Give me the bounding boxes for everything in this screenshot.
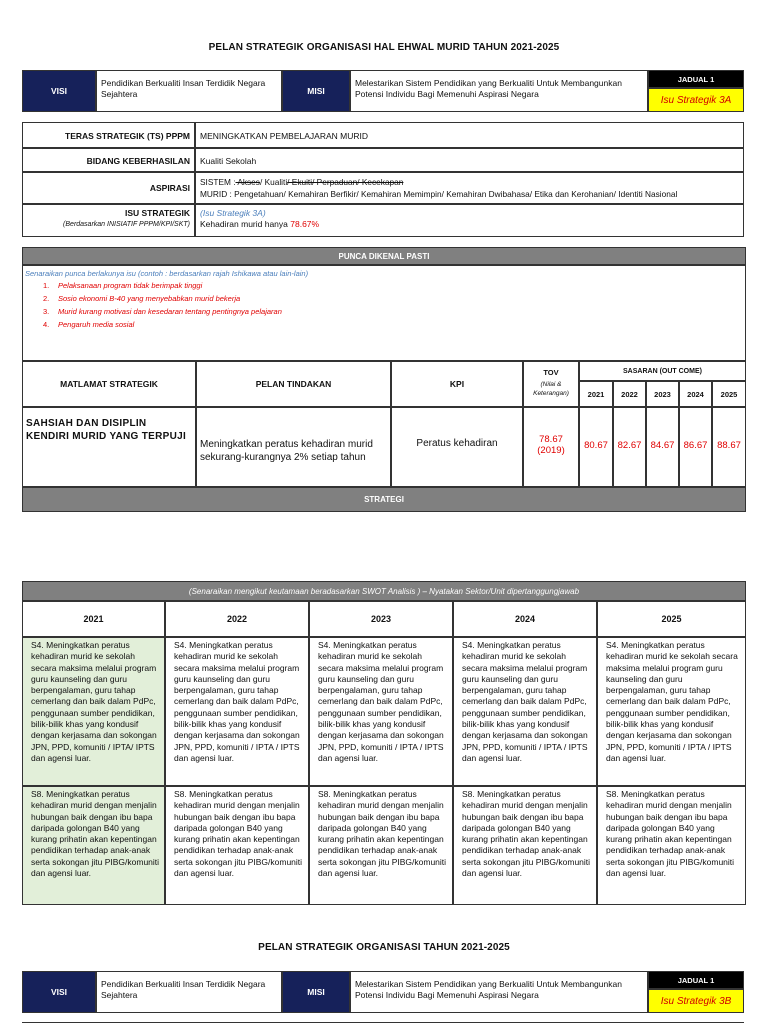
visi-text-2: Pendidikan Berkualiti Insan Terdidik Negara Sejahtera xyxy=(96,971,282,1013)
strategi-header: STRATEGI xyxy=(22,487,746,512)
aspirasi-label: ASPIRASI xyxy=(22,172,195,204)
punca-number: 1. xyxy=(43,281,50,290)
tov-label: TOV xyxy=(543,368,559,377)
section2-title: PELAN STRATEGIK ORGANISASI TAHUN 2021-2025 xyxy=(258,942,510,953)
matlamat-value: SAHSIAH DAN DISIPLIN KENDIRI MURID YANG TERPUJI xyxy=(22,407,196,487)
aspirasi-sistem: SISTEM : Akses/ Kualiti/ Ekuiti/ Perpaduan/ Kecekapan xyxy=(200,177,404,187)
aspirasi-value xyxy=(195,172,744,204)
punca-items xyxy=(25,279,745,331)
strategy-cell-s8: S8. Meningkatkan peratus kehadiran murid dengan menjalin hubungan baik dengan ibu bapa daripada golongan B40 yang kurang prihatin akan kepentingan pendidikan terhadap anak-anak serta sokongan jitu PIBG/komuniti dan agensi luar. xyxy=(309,786,453,905)
strategy-cell-s4: S4. Meningkatkan peratus kehadiran murid ke sekolah secara maksima melalui program guru kaunseling dan guru berpengalaman, guru tahap cemerlang dan baik dalam PdPc, penggunaan sumber pendidikan, bilik-bilik khas yang kondusif dengan kerjasama dan sokongan JPN, PPD, komuniti / IPTA / IPTS dan agensi luar. xyxy=(453,637,597,786)
isu-label-cell xyxy=(22,204,195,237)
punca-item xyxy=(25,292,745,305)
punca-text: Murid kurang motivasi dan kesedaran tentang pentingnya pelajaran xyxy=(58,307,282,316)
punca-number: 2. xyxy=(43,294,50,303)
year-2023: 2023 xyxy=(646,381,679,407)
tov-value xyxy=(523,407,579,487)
page-title: PELAN STRATEGIK ORGANISASI HAL EHWAL MURID TAHUN 2021-2025 xyxy=(208,42,560,53)
strategy-year-header: 2024 xyxy=(453,601,597,637)
strategy-cell-s8: S8. Meningkatkan peratus kehadiran murid dengan menjalin hubungan baik dengan ibu bapa daripada golongan B40 yang kurang prihatin akan kepentingan pendidikan terhadap anak-anak serta sokongan jitu PIBG/komuniti dan agensi luar. xyxy=(165,786,309,905)
punca-text: Pelaksanaan program tidak berimpak tinggi xyxy=(58,281,203,290)
tov-sub: (Nilai & Keterangan) xyxy=(533,381,569,397)
misi-label: MISI xyxy=(282,70,350,112)
year-2021: 2021 xyxy=(579,381,613,407)
strategy-year-header: 2021 xyxy=(22,601,165,637)
punca-header: PUNCA DIKENAL PASTI xyxy=(22,247,746,265)
target-2021: 80.67 xyxy=(579,407,613,487)
teras-label: TERAS STRATEGIK (TS) PPPM xyxy=(22,122,195,148)
misi-text-2: Melestarikan Sistem Pendidikan yang Berkualiti Untuk Membangunkan Potensi Individu Bagi Memenuhi Aspirasi Negara xyxy=(350,971,648,1013)
year-2025: 2025 xyxy=(712,381,746,407)
punca-number: 4. xyxy=(43,320,50,329)
jadual-label: JADUAL 1 xyxy=(648,70,744,88)
matlamat-header: MATLAMAT STRATEGIK xyxy=(22,361,196,407)
visi-misi-row-2 xyxy=(22,971,744,1013)
kpi-value: Peratus kehadiran xyxy=(391,407,523,487)
punca-intro: Senaraikan punca berlakunya isu (contoh : berdasarkan rajah Ishikawa atau lain-lain) xyxy=(25,269,309,278)
isu-strategik-tag-2: Isu Strategik 3B xyxy=(648,989,744,1013)
pelan-value: Meningkatkan peratus kehadiran murid sekurang-kurangnya 2% setiap tahun xyxy=(196,407,391,487)
strategy-table xyxy=(22,581,746,905)
target-2022: 82.67 xyxy=(613,407,646,487)
punca-text: Sosio ekonomi B-40 yang menyebabkan murid bekerja xyxy=(58,294,241,303)
aspirasi-murid: MURID : Pengetahuan/ Kemahiran Berfikir/ Kemahiran Memimpin/ Kemahiran Dwibahasa/ Etika dan Kerohanian/ Identiti Nasional xyxy=(200,189,678,199)
misi-label-2: MISI xyxy=(282,971,350,1013)
isu-strategik-tag: Isu Strategik 3A xyxy=(648,88,744,112)
strategy-header: (Senaraikan mengikut keutamaan beradasarkan SWOT Analisis ) – Nyatakan Sektor/Unit dipertanggungjawab xyxy=(22,581,746,601)
punca-item xyxy=(25,279,745,292)
bidang-label: BIDANG KEBERHASILAN xyxy=(22,148,195,172)
strategy-cell-s8: S8. Meningkatkan peratus kehadiran murid dengan menjalin hubungan baik dengan ibu bapa daripada golongan B40 yang kurang prihatin akan kepentingan pendidikan terhadap anak-anak serta sokongan jitu PIBG/komuniti dan agensi luar. xyxy=(453,786,597,905)
misi-text: Melestarikan Sistem Pendidikan yang Berkualiti Untuk Membangunkan Potensi Individu Bagi Memenuhi Aspirasi Negara xyxy=(350,70,648,112)
isu-value-cell xyxy=(195,204,744,237)
sasaran-header: SASARAN (OUT COME) xyxy=(579,361,746,381)
tov-year: (2019) xyxy=(537,445,565,456)
isu-label: ISU STRATEGIK xyxy=(124,208,190,218)
strategy-cell-s4: S4. Meningkatkan peratus kehadiran murid ke sekolah secara maksima melalui program guru kaunseling dan guru berpengalaman, guru tahap cemerlang dan baik dalam PdPc, penggunaan sumber pendidikan, bilik-bilik khas yang kondusif dengan kerjasama dan sokongan JPN, PPD, komuniti / IPTA / IPTS dan agensi luar. xyxy=(165,637,309,786)
visi-text: Pendidikan Berkualiti Insan Terdidik Negara Sejahtera xyxy=(96,70,282,112)
punca-text: Pengaruh media sosial xyxy=(58,320,135,329)
isu-ref: (Isu Strategik 3A) xyxy=(200,208,266,218)
punca-list xyxy=(22,265,746,361)
target-2025: 88.67 xyxy=(712,407,746,487)
bidang-value: Kualiti Sekolah xyxy=(195,148,744,172)
strategy-cell-s4: S4. Meningkatkan peratus kehadiran murid ke sekolah secara maksima melalui program guru kaunseling dan guru berpengalaman, guru tahap cemerlang dan baik dalam PdPc, penggunaan sumber pendidikan, bilik-bilik khas yang kondusif dengan kerjasama dan sokongan JPN, PPD, komuniti / IPTA/ IPTS dan agensi luar. xyxy=(22,637,165,786)
isu-text: Kehadiran murid hanya 78.67% xyxy=(200,219,320,229)
visi-label-2: VISI xyxy=(22,971,96,1013)
target-2024: 86.67 xyxy=(679,407,712,487)
strategy-cell-s8: S8. Meningkatkan peratus kehadiran murid dengan menjalin hubungan baik dengan ibu bapa daripada golongan B40 yang kurang prihatin akan kepentingan pendidikan terhadap anak-anak serta sokongan jitu PIBG/komuniti dan agensi luar. xyxy=(22,786,165,905)
tov-header xyxy=(523,361,579,407)
strategy-year-header: 2022 xyxy=(165,601,309,637)
strategy-cell-s4: S4. Meningkatkan peratus kehadiran murid ke sekolah secara maksima melalui program guru kaunseling dan guru berpengalaman, guru tahap cemerlang dan baik dalam PdPc, penggunaan sumber pendidikan, bilik-bilik khas yang kondusif dengan kerjasama dan sokongan JPN, PPD, komuniti / IPTA / IPTS dan agensi luar. xyxy=(309,637,453,786)
isu-sub: (Berdasarkan INISIATIF PPPM/KPI/SKT) xyxy=(63,221,190,228)
jadual-label-2: JADUAL 1 xyxy=(648,971,744,989)
year-2024: 2024 xyxy=(679,381,712,407)
strategy-cell-s4: S4. Meningkatkan peratus kehadiran murid ke sekolah secara maksima melalui program guru kaunseling dan guru berpengalaman, guru tahap cemerlang dan baik dalam PdPc, penggunaan sumber pendidikan, bilik-bilik khas yang kondusif dengan kerjasama dan sokongan JPN, PPD, komuniti / IPTA / IPTS dan agensi luar. xyxy=(597,637,746,786)
strategy-cell-s8: S8. Meningkatkan peratus kehadiran murid dengan menjalin hubungan baik dengan ibu bapa daripada golongan B40 yang kurang prihatin akan kepentingan pendidikan terhadap anak-anak serta sokongan jitu PIBG/komuniti dan agensi luar. xyxy=(597,786,746,905)
info-table xyxy=(22,122,744,237)
target-2023: 84.67 xyxy=(646,407,679,487)
visi-misi-row xyxy=(22,70,744,112)
punca-item xyxy=(25,318,745,331)
visi-label: VISI xyxy=(22,70,96,112)
strategy-year-header: 2025 xyxy=(597,601,746,637)
year-2022: 2022 xyxy=(613,381,646,407)
pelan-header: PELAN TINDAKAN xyxy=(196,361,391,407)
punca-number: 3. xyxy=(43,307,50,316)
strategy-year-header: 2023 xyxy=(309,601,453,637)
punca-item xyxy=(25,305,745,318)
tov-number: 78.67 xyxy=(539,434,563,445)
kpi-header: KPI xyxy=(391,361,523,407)
teras-value: MENINGKATKAN PEMBELAJARAN MURID xyxy=(195,122,744,148)
punca-plan-table xyxy=(22,247,746,512)
